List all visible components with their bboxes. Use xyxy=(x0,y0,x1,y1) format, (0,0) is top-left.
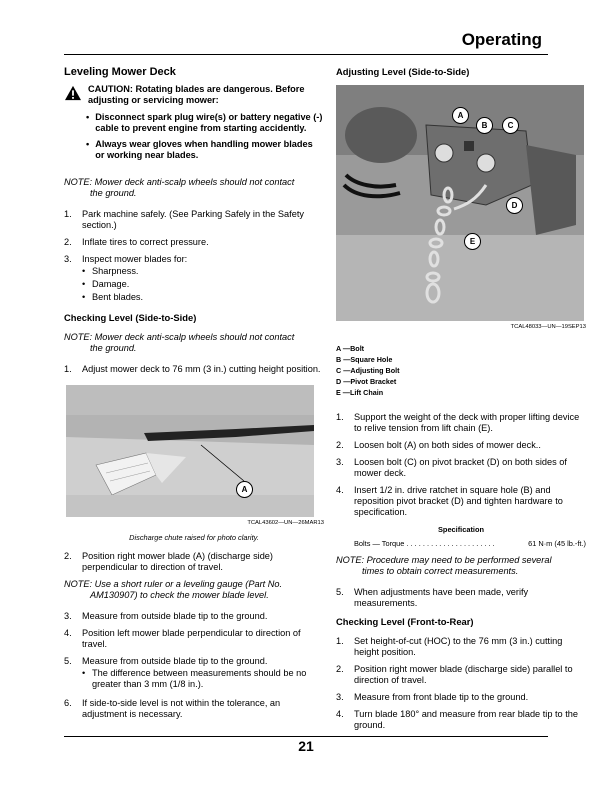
figure-caption: Discharge chute raised for photo clarity. xyxy=(129,533,259,542)
list-item: 5. Measure from outside blade tip to the ground. • The difference between measurements should be no greater than 3 mm (1/8 in.). xyxy=(64,656,324,692)
legend-item: E —Lift Chain xyxy=(336,388,384,397)
note: NOTE: Mower deck anti-scalp wheels should not contact the ground. xyxy=(64,177,295,198)
list-item: 1. Support the weight of the deck with proper lifting device to relive tension from lift chain (E). xyxy=(336,412,580,433)
list-item: 3. Inspect mower blades for: • Sharpness. • Damage. • Bent blades. xyxy=(64,254,188,302)
page-title: Operating xyxy=(461,30,542,49)
steps-list xyxy=(336,587,586,609)
list-item: 4. Turn blade 180° and measure from rear blade tip to the ground. xyxy=(336,709,578,730)
legend-item: B —Square Hole xyxy=(336,355,393,364)
caution-bullets xyxy=(86,112,324,161)
sub-list xyxy=(82,668,324,690)
steps-list xyxy=(64,551,324,573)
spec-value: 61 N·m (45 lb.-ft.) xyxy=(528,539,586,548)
caution-block xyxy=(64,84,324,106)
callout-c: C xyxy=(502,117,519,134)
list-item: 3. Measure from outside blade tip to the ground. xyxy=(64,611,268,621)
list-item: 2. Loosen bolt (A) on both sides of mower deck.. xyxy=(336,440,541,450)
list-item: 3. Measure from front blade tip to the ground. xyxy=(336,692,529,702)
left-column xyxy=(64,62,324,726)
list-item: • Sharpness. xyxy=(82,266,139,276)
spec-line xyxy=(336,538,586,549)
steps-list xyxy=(336,636,586,731)
blade-photo xyxy=(66,385,314,517)
list-item: 1. Adjust mower deck to 76 mm (3 in.) cutting height position. xyxy=(64,364,321,374)
page-footer-rule xyxy=(64,736,548,737)
list-item: 3. Loosen bolt (C) on pivot bracket (D) on both sides of mower deck. xyxy=(336,457,567,478)
callout-a: A xyxy=(236,481,253,498)
steps-list xyxy=(64,209,324,305)
figure-legend xyxy=(336,343,586,398)
legend-item: D —Pivot Bracket xyxy=(336,377,397,386)
legend-item: A —Bolt xyxy=(336,344,365,353)
note: NOTE: Use a short ruler or a leveling gauge (Part No. AM130907) to check the mower blade level. xyxy=(64,579,283,600)
list-item: • Disconnect spark plug wire(s) or battery negative (-) cable to prevent engine from starting accidently. xyxy=(86,112,323,133)
note: NOTE: Procedure may need to be performed several times to obtain correct measurements. xyxy=(336,555,552,576)
subsection-title: Checking Level (Side-to-Side) xyxy=(64,312,197,323)
section-title: Leveling Mower Deck xyxy=(64,66,176,78)
note: NOTE: Mower deck anti-scalp wheels should not contact the ground. xyxy=(64,332,295,353)
list-item: • Damage. xyxy=(82,279,130,289)
list-item: 1. Park machine safely. (See Parking Safely in the Safety section.) xyxy=(64,209,304,230)
callout-d: D xyxy=(506,197,523,214)
right-column xyxy=(336,62,586,737)
subsection-title: Adjusting Level (Side-to-Side) xyxy=(336,66,470,77)
list-item: 2. Position right mower blade (A) (discharge side) perpendicular to direction of travel. xyxy=(64,551,273,572)
steps-list xyxy=(336,412,586,518)
spec-title: Specification xyxy=(438,525,484,534)
list-item: 4. Insert 1/2 in. drive ratchet in square hole (B) and reposition pivot bracket (D) and tighten hardware to specification. xyxy=(336,485,563,517)
callout-b: B xyxy=(476,117,493,134)
list-item: 2. Inflate tires to correct pressure. xyxy=(64,237,209,247)
list-item: 1. Set height-of-cut (HOC) to the 76 mm (3 in.) cutting height position. xyxy=(336,636,563,657)
list-item: 2. Position right mower blade (discharge side) parallel to direction of travel. xyxy=(336,664,573,685)
mower-blade-illustration xyxy=(66,385,314,517)
caution-text: CAUTION: Rotating blades are dangerous. Before adjusting or servicing mower: xyxy=(88,84,305,105)
warning-triangle-icon xyxy=(64,85,82,101)
list-item: • Always wear gloves when handling mower blades or working near blades. xyxy=(86,139,313,160)
steps-list xyxy=(64,364,324,375)
adjust-photo xyxy=(336,85,584,321)
inspect-list xyxy=(82,266,187,303)
figure-id: TCAL48033—UN—19SEP13 xyxy=(510,324,586,330)
list-item: • The difference between measurements should be no greater than 3 mm (1/8 in.). xyxy=(82,668,307,689)
list-item: 4. Position left mower blade perpendicular to direction of travel. xyxy=(64,628,301,649)
legend-item: C —Adjusting Bolt xyxy=(336,366,400,375)
list-item: 6. If side-to-side level is not within the tolerance, an adjustment is necessary. xyxy=(64,698,281,719)
list-item: • Bent blades. xyxy=(82,292,144,302)
subsection-title: Checking Level (Front-to-Rear) xyxy=(336,616,474,627)
callout-a: A xyxy=(452,107,469,124)
page-number: 21 xyxy=(298,738,314,754)
figure-id: TCAL43602—UN—26MAR13 xyxy=(247,520,324,526)
list-item: 5. When adjustments have been made, verify measurements. xyxy=(336,587,529,608)
steps-list xyxy=(64,611,324,720)
spec-label: Bolts — Torque . . . . . . . . . . . . . . . . . . . . . . xyxy=(354,539,495,548)
callout-e: E xyxy=(464,233,481,250)
page-header xyxy=(64,30,548,55)
